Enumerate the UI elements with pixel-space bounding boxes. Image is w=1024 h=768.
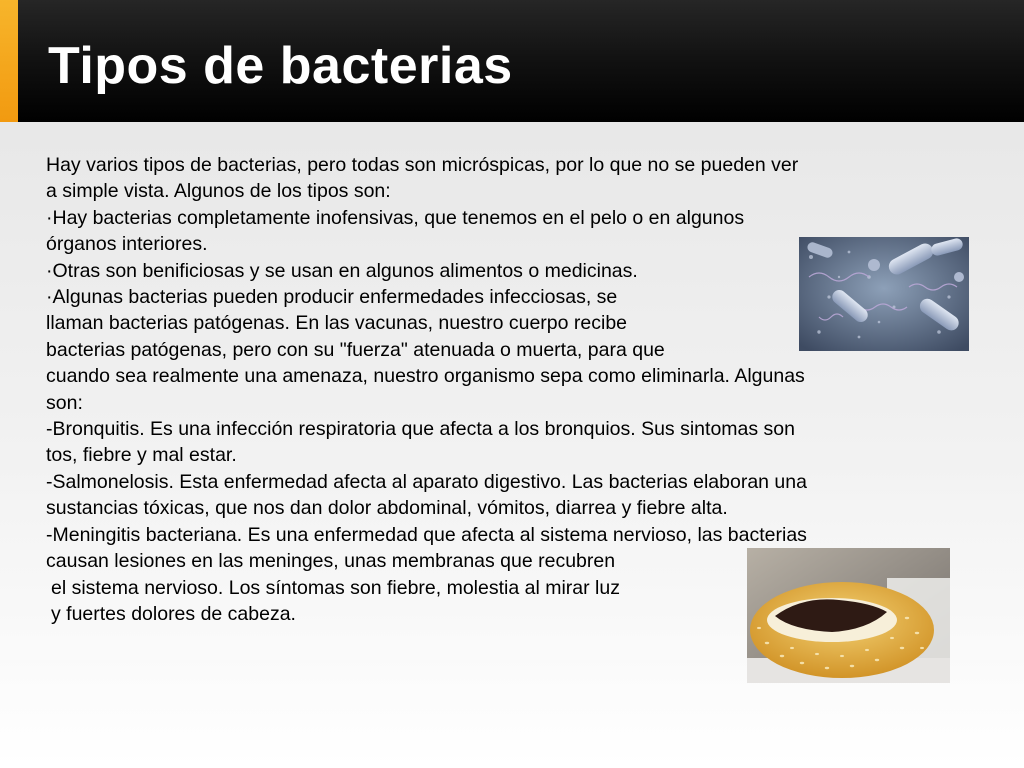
bacteria-micrograph-image [799,237,969,351]
header-accent-bar [0,0,18,122]
body-line: -Salmonelosis. Esta enfermedad afecta al aparato digestivo. Las bacterias elaboran una [46,470,807,493]
body-line: y fuertes dolores de cabeza. [51,602,296,625]
body-line: llaman bacterias patógenas. En las vacunas, nuestro cuerpo recibe [46,312,628,335]
body-line: Hay varios tipos de bacterias, pero todas son micróspicas, por lo que no se pueden ver [46,154,799,176]
body-line: ·Otras son benificiosas y se usan en algunos alimentos o medicinas. [46,259,638,282]
body-line: ·Hay bacterias completamente inofensivas, que tenemos en el pelo o en algunos [46,206,745,229]
pastry-photo-image [747,548,950,683]
body-line: ·Algunas bacterias pueden producir enfermedades infecciosas, se [46,286,618,309]
body-line: cuando sea realmente una amenaza, nuestro organismo sepa como eliminarla. Algunas [46,365,805,388]
slide-header [0,0,1024,122]
body-line: son: [46,391,83,414]
body-line: el sistema nervioso. Los síntomas son fiebre, molestia al mirar luz [51,576,620,599]
body-line: -Meningitis bacteriana. Es una enfermedad que afecta al sistema nervioso, las bacterias [46,523,807,546]
slide-title: Tipos de bacterias [48,37,513,95]
body-line: sustancias tóxicas, que nos dan dolor abdominal, vómitos, diarrea y fiebre alta. [46,497,728,520]
body-line: causan lesiones en las meninges, unas membranas que recubren [46,550,616,573]
body-line: bacterias patógenas, pero con su "fuerza" atenuada o muerta, para que [46,338,665,361]
body-line: a simple vista. Algunos de los tipos son: [46,180,391,203]
body-line: -Bronquitis. Es una infección respiratoria que afecta a los bronquios. Sus sintomas son [46,418,795,441]
body-line: tos, fiebre y mal estar. [46,444,237,467]
body-line: órganos interiores. [46,233,208,256]
